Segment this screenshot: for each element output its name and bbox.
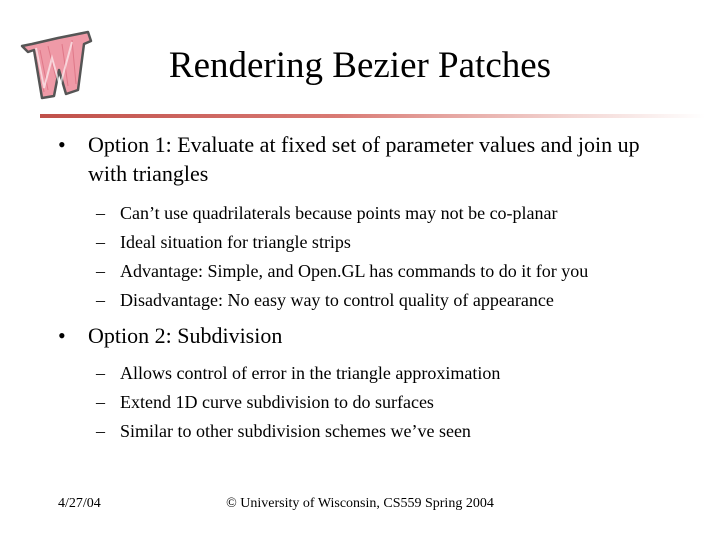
bullet-marker: • (58, 323, 66, 348)
sub-bullet-item (0, 359, 720, 388)
bullet-item (0, 130, 678, 188)
sub-bullet-text: Allows control of error in the triangle approximation (120, 363, 501, 383)
sub-bullet-item (0, 199, 720, 228)
slide-title: Rendering Bezier Patches (168, 45, 552, 86)
crayon-w-logo-icon (18, 28, 94, 102)
sub-bullet-text: Disadvantage: No easy way to control quality of appearance (120, 290, 554, 310)
title-divider (40, 114, 705, 118)
bullet-text: Option 1: Evaluate at fixed set of parameter values and join up with triangles (88, 132, 640, 186)
sub-bullet-text: Advantage: Simple, and Open.GL has commands to do it for you (120, 261, 589, 281)
dash-marker: – (96, 232, 105, 252)
sub-bullet-text: Ideal situation for triangle strips (120, 232, 351, 252)
sub-bullet-item (0, 417, 720, 446)
sub-bullet-item (0, 286, 720, 315)
bullet-text: Option 2: Subdivision (88, 323, 283, 348)
dash-marker: – (96, 203, 105, 223)
slide-body (0, 130, 720, 446)
bullet-marker: • (58, 132, 66, 157)
sub-bullet-text: Can’t use quadrilaterals because points may not be co-planar (120, 203, 558, 223)
sub-bullet-text: Extend 1D curve subdivision to do surfaces (120, 392, 434, 412)
dash-marker: – (96, 290, 105, 310)
footer-date: 4/27/04 (58, 496, 101, 511)
dash-marker: – (96, 363, 105, 383)
sub-bullet-item (0, 228, 720, 257)
footer-copyright: © University of Wisconsin, CS559 Spring 2004 (226, 496, 494, 511)
dash-marker: – (96, 392, 105, 412)
sub-bullet-item (0, 388, 720, 417)
sub-bullet-item (0, 257, 720, 286)
bullet-item (0, 321, 678, 350)
dash-marker: – (96, 421, 105, 441)
dash-marker: – (96, 261, 105, 281)
sub-bullet-text: Similar to other subdivision schemes we’ve seen (120, 421, 471, 441)
